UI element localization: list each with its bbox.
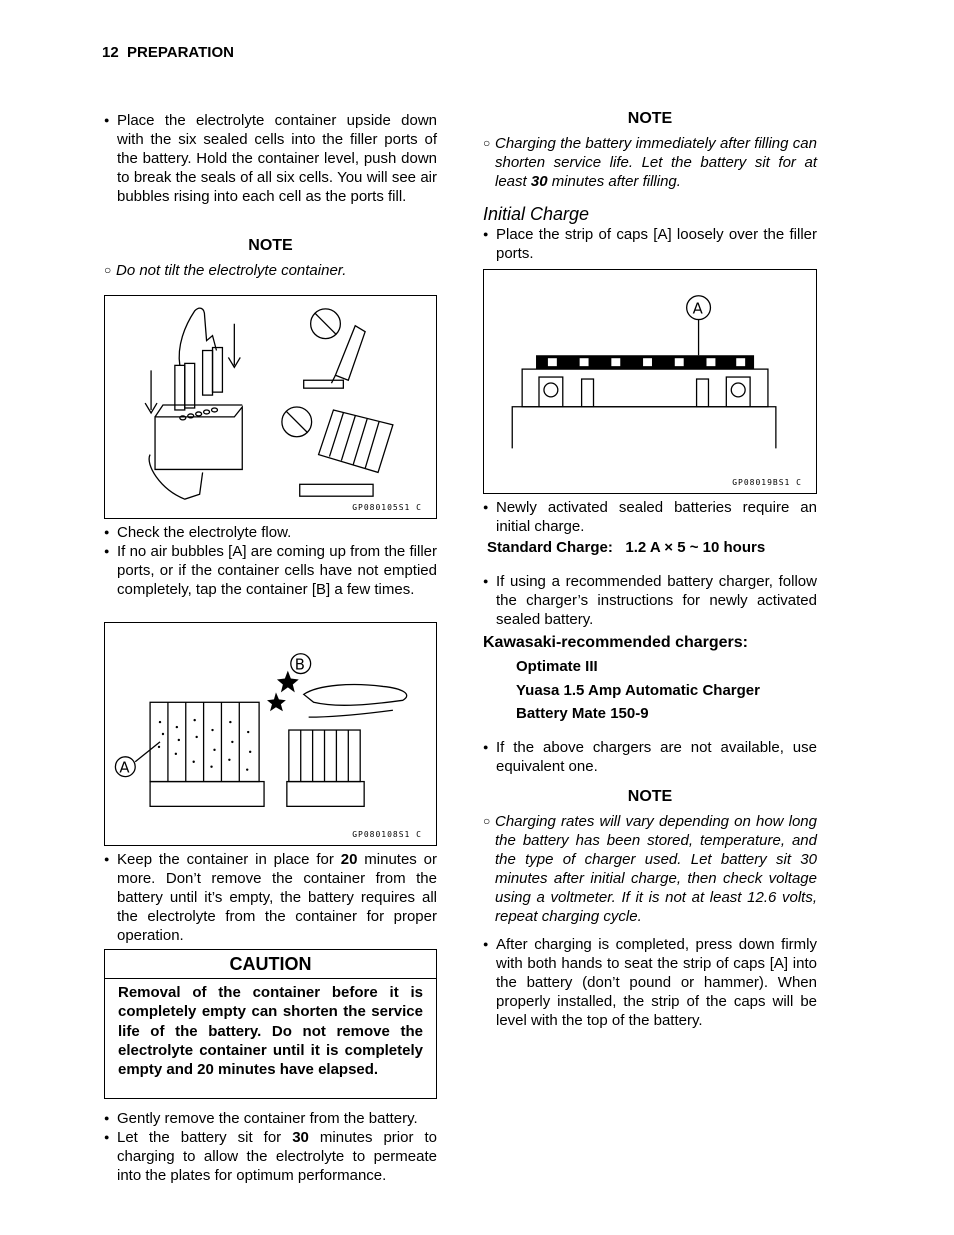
bullet-bold-value: 20: [340, 851, 358, 868]
bullet-no-air-bubbles: ● If no air bubbles [A] are coming up from the filler ports, or if the container cells have not emptied completely, tap the container [B] a few times.: [104, 542, 437, 599]
note-heading: NOTE: [627, 110, 673, 127]
figure-fill-battery-illustration: [105, 296, 436, 518]
figure-caps-strip: [483, 269, 817, 494]
bullet-after-charging: ● After charging is completed, press down firmly with both hands to seat the strip of caps [A] into the battery (don’t pound or hammer). When properly installed, the strip of the caps will be level with the top of the battery.: [483, 935, 817, 1030]
figure-code: GP080105S1 C: [352, 503, 422, 512]
figure-label-a: A: [119, 758, 130, 777]
caution-box: [104, 949, 437, 1099]
charger-item: Yuasa 1.5 Amp Automatic Charger: [516, 682, 760, 699]
bullet-keep-container: [104, 850, 437, 945]
section-title: PREPARATION: [127, 44, 234, 61]
page-header: [102, 44, 234, 61]
bullet-place-container: ● Place the electrolyte container upside down with the six sealed cells into the filler ports of the battery. Hold the container level, push down to break the seals of all six cells. You will see air bubbles rising into each cell as the ports fill.: [104, 111, 437, 206]
figure-label-b: B: [294, 655, 305, 674]
charger-item: Optimate III: [516, 658, 598, 675]
note-bold-value: 30: [530, 173, 548, 190]
note-text: ○ Charging rates will vary depending on how long the battery has been stored, temperature, and the type of charger used. Let battery sit 30 minutes after initial charge, then check voltage using a voltmeter. If it is not at least 12.6 volts, repeat charging cycle.: [483, 812, 817, 926]
note-heading: NOTE: [248, 237, 293, 254]
caution-text: Removal of the container before it is completely empty can shorten the service life of the battery. Do not remove the electrolyte container until it is completely empty and 20 minutes have elapsed.: [118, 984, 423, 1079]
bullet-newly-activated: ● Newly activated sealed batteries require an initial charge.: [483, 498, 817, 536]
bullet-bold-value: 30: [292, 1129, 309, 1146]
note-text-part: minutes after filling.: [547, 173, 681, 190]
figure-tap-container: [104, 622, 437, 846]
note-heading: NOTE: [627, 788, 673, 805]
page-number: 12: [102, 44, 119, 61]
bullet-let-sit: [104, 1128, 437, 1185]
note-text: [483, 134, 817, 191]
initial-charge-heading: Initial Charge: [483, 204, 590, 224]
standard-charge-label: Standard Charge:: [487, 539, 613, 556]
figure-code: GP08019BS1 C: [732, 478, 802, 487]
standard-charge-value: 1.2 A × 5 ~ 10 hours: [625, 539, 766, 556]
bullet-text: minutes prior to charging to allow the electrolyte to permeate into the plates for optimum performance.: [117, 1129, 438, 1184]
caution-title: CAUTION: [105, 950, 436, 979]
figure-label-a: A: [692, 299, 703, 318]
bullet-check-flow: ● Check the electrolyte flow.: [104, 523, 437, 542]
bullet-remove-container: ● Gently remove the container from the battery.: [104, 1109, 437, 1128]
bullet-place-caps: ● Place the strip of caps [A] loosely over the filler ports.: [483, 225, 817, 263]
bullet-text: Let the battery sit for: [117, 1129, 293, 1146]
bullet-text: minutes or more. Don’t remove the container from the battery until it’s empty, the battery requires all the electrolyte from the container for proper operation.: [117, 851, 437, 944]
note-text-part: Charging the battery immediately after filling can shorten service life. Let the battery sit for at least: [495, 135, 817, 190]
figure-fill-battery: [104, 295, 437, 519]
bullet-recommended-charger: ● If using a recommended battery charger, follow the charger’s instructions for newly activated sealed battery.: [483, 572, 817, 629]
figure-caps-strip-illustration: [484, 270, 816, 493]
figure-tap-container-illustration: [105, 623, 436, 845]
standard-charge: [487, 539, 765, 556]
charger-item: Battery Mate 150-9: [516, 705, 649, 722]
bullet-text: Keep the container in place for: [117, 851, 341, 868]
figure-code: GP080108S1 C: [352, 830, 422, 839]
bullet-equivalent: ● If the above chargers are not available, use equivalent one.: [483, 738, 817, 776]
note-text: ○ Do not tilt the electrolyte container.: [104, 261, 437, 280]
chargers-heading: Kawasaki-recommended chargers:: [483, 634, 748, 651]
